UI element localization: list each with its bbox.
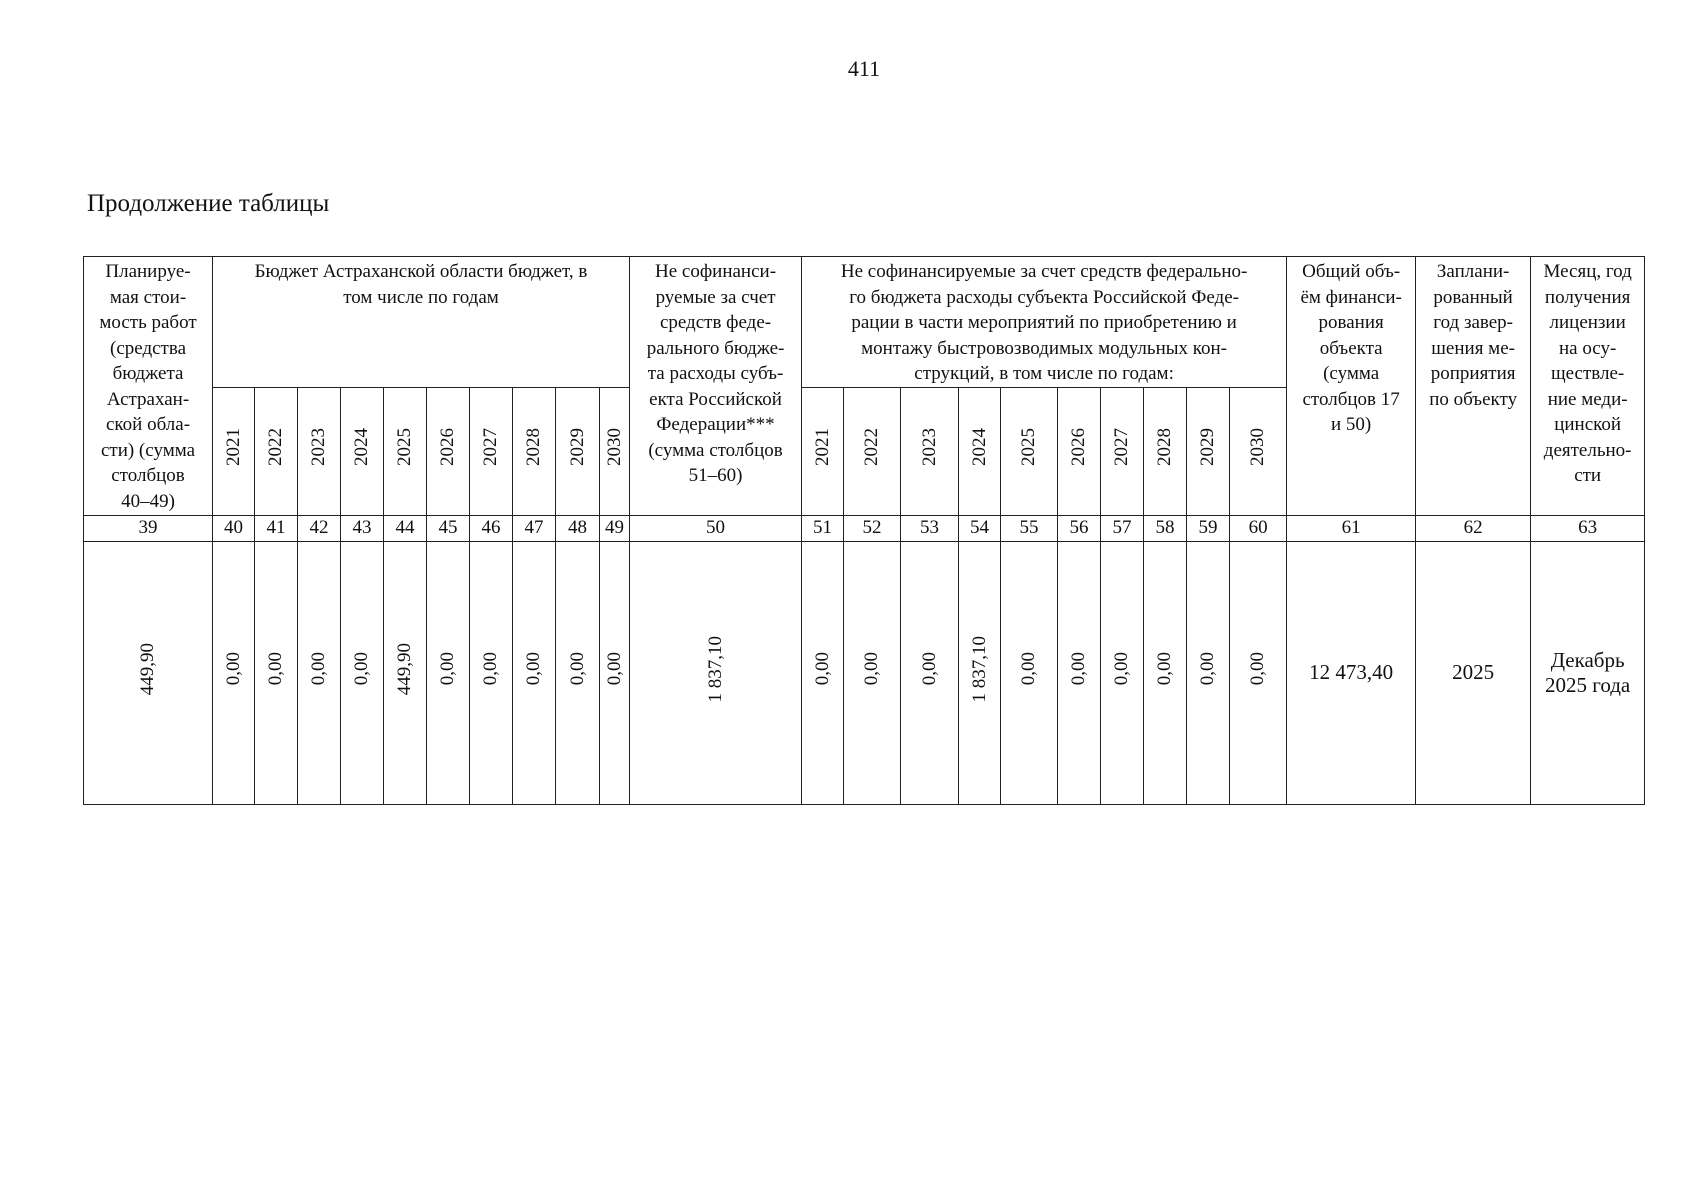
regional-value-cell: 449,90 [384, 541, 427, 804]
header-line: сти) (сумма [100, 439, 196, 461]
not-cofinanced-total-cell: 1 837,10 [630, 541, 802, 804]
header-line: Федерации*** [656, 414, 775, 435]
header-line: Не софинансируемые за счет средств федерально- [840, 261, 1248, 282]
year-header: 2021 [802, 387, 844, 515]
modular-value-cell: 0,00 [1101, 541, 1144, 804]
header-line: и 50) [1331, 414, 1372, 435]
table-caption: Продолжение таблицы [87, 190, 330, 217]
header-line: го бюджета расходы субъекта Российской Феде- [849, 286, 1239, 308]
header-line: объекта [1319, 337, 1383, 359]
modular-value-cell: 0,00 [1058, 541, 1101, 804]
regional-value-cell: 0,00 [298, 541, 341, 804]
header-line: том числе по годам [343, 286, 499, 308]
year-header: 2024 [959, 387, 1001, 515]
column-number: 62 [1416, 515, 1531, 541]
regional-value-cell: 0,00 [600, 541, 630, 804]
column-number: 56 [1058, 515, 1101, 541]
license-year: 2025 года [1545, 672, 1631, 697]
year-header: 2024 [341, 387, 384, 515]
header-line: по объекту [1429, 388, 1518, 410]
year-header: 2027 [470, 387, 513, 515]
header-line: столбцов 17 [1302, 388, 1400, 410]
header-line: (сумма [1323, 363, 1380, 384]
column-number: 51 [802, 515, 844, 541]
regional-value-cell: 0,00 [427, 541, 470, 804]
column-number: 53 [901, 515, 959, 541]
header-line: средств феде- [659, 312, 772, 333]
header-line: мая стои- [109, 286, 187, 308]
year-header: 2029 [1187, 387, 1230, 515]
header-line: Планируе- [105, 261, 191, 282]
column-number: 50 [630, 515, 802, 541]
page-number: 411 [847, 56, 881, 81]
header-line: 51–60) [688, 465, 743, 486]
column-number: 63 [1531, 515, 1645, 541]
column-number: 40 [213, 515, 255, 541]
header-not-cofinanced-modular [802, 257, 1287, 388]
column-number: 47 [513, 515, 556, 541]
header-line: деятельно- [1543, 439, 1632, 461]
column-number: 59 [1187, 515, 1230, 541]
header-line: рования [1318, 312, 1384, 333]
header-line: роприятия [1430, 363, 1516, 384]
year-header: 2025 [1001, 387, 1058, 515]
year-header: 2026 [1058, 387, 1101, 515]
header-not-cofinanced-total [630, 257, 802, 516]
header-line: Заплани- [1436, 261, 1510, 282]
column-number: 61 [1287, 515, 1416, 541]
header-line: столбцов [111, 465, 185, 486]
header-line: ской обла- [105, 414, 191, 435]
header-line: Не софинанси- [655, 261, 777, 282]
year-header: 2030 [600, 387, 630, 515]
header-line: екта Российской [649, 388, 782, 410]
column-number: 49 [600, 515, 630, 541]
header-line: Бюджет Астраханской области бюджет, в [254, 261, 588, 282]
column-number: 52 [844, 515, 901, 541]
regional-value-cell: 0,00 [513, 541, 556, 804]
year-header: 2023 [901, 387, 959, 515]
header-line: Астрахан- [106, 388, 190, 410]
column-numbers-row [84, 515, 1645, 541]
modular-value-cell: 0,00 [901, 541, 959, 804]
header-line: струкций, в том числе по годам: [914, 363, 1174, 384]
header-planned-year [1416, 257, 1531, 516]
header-total-financing [1287, 257, 1416, 516]
regional-value-cell: 0,00 [341, 541, 384, 804]
column-number: 54 [959, 515, 1001, 541]
header-line: шения ме- [1431, 337, 1515, 359]
license-month: Декабрь [1550, 647, 1625, 672]
header-line: рации в части мероприятий по приобретению и [851, 312, 1237, 333]
header-line: рального бюдже- [646, 337, 785, 359]
year-header: 2027 [1101, 387, 1144, 515]
year-header: 2021 [213, 387, 255, 515]
year-header: 2026 [427, 387, 470, 515]
header-license-date [1531, 257, 1645, 516]
column-number: 44 [384, 515, 427, 541]
header-line: лицензии [1549, 312, 1626, 333]
planned-cost-cell: 449,90 [84, 541, 213, 804]
regional-value-cell: 0,00 [213, 541, 255, 804]
modular-value-cell: 0,00 [1187, 541, 1230, 804]
column-number: 55 [1001, 515, 1058, 541]
header-line: год завер- [1433, 312, 1514, 333]
modular-value-cell: 1 837,10 [959, 541, 1001, 804]
year-header: 2028 [513, 387, 556, 515]
header-line: (сумма столбцов [648, 439, 783, 461]
modular-value-cell: 0,00 [1144, 541, 1187, 804]
header-line: получения [1544, 286, 1631, 308]
header-line: Месяц, год [1543, 261, 1632, 282]
planned-year-cell: 2025 [1416, 541, 1531, 804]
header-line: монтажу быстровозводимых модульных кон- [861, 337, 1228, 359]
modular-value-cell: 0,00 [1001, 541, 1058, 804]
regional-value-cell: 0,00 [556, 541, 600, 804]
regional-value-cell: 0,00 [470, 541, 513, 804]
header-line: мость работ [99, 312, 197, 333]
column-number: 45 [427, 515, 470, 541]
column-number: 60 [1230, 515, 1287, 541]
header-regional-budget [213, 257, 630, 388]
header-line: та расходы субъ- [647, 363, 784, 384]
total-financing-cell: 12 473,40 [1287, 541, 1416, 804]
modular-value-cell: 0,00 [1230, 541, 1287, 804]
header-line: бюджета [112, 363, 184, 384]
year-header: 2029 [556, 387, 600, 515]
year-header: 2030 [1230, 387, 1287, 515]
column-number: 42 [298, 515, 341, 541]
header-line: Общий объ- [1302, 261, 1401, 282]
modular-value-cell: 0,00 [844, 541, 901, 804]
column-number: 39 [84, 515, 213, 541]
column-number: 46 [470, 515, 513, 541]
header-line: сти [1574, 465, 1602, 486]
header-line: ществле- [1551, 363, 1625, 384]
year-header: 2023 [298, 387, 341, 515]
header-line: рованный [1433, 286, 1513, 308]
header-line: ние меди- [1547, 388, 1628, 410]
column-number: 57 [1101, 515, 1144, 541]
header-line: цинской [1554, 414, 1622, 435]
regional-value-cell: 0,00 [255, 541, 298, 804]
header-line: ём финанси- [1300, 286, 1402, 308]
modular-value-cell: 0,00 [802, 541, 844, 804]
year-header: 2028 [1144, 387, 1187, 515]
column-number: 48 [556, 515, 600, 541]
header-line: руемые за счет [655, 286, 776, 308]
table-row [84, 541, 1645, 804]
header-planned-cost [84, 257, 213, 516]
header-line: (средства [110, 337, 186, 359]
license-date-cell [1531, 541, 1645, 804]
year-header: 2025 [384, 387, 427, 515]
column-number: 41 [255, 515, 298, 541]
column-number: 58 [1144, 515, 1187, 541]
year-header: 2022 [844, 387, 901, 515]
year-header: 2022 [255, 387, 298, 515]
funding-table [83, 256, 1645, 805]
header-line: 40–49) [121, 490, 175, 512]
header-line: на осу- [1558, 337, 1617, 359]
column-number: 43 [341, 515, 384, 541]
